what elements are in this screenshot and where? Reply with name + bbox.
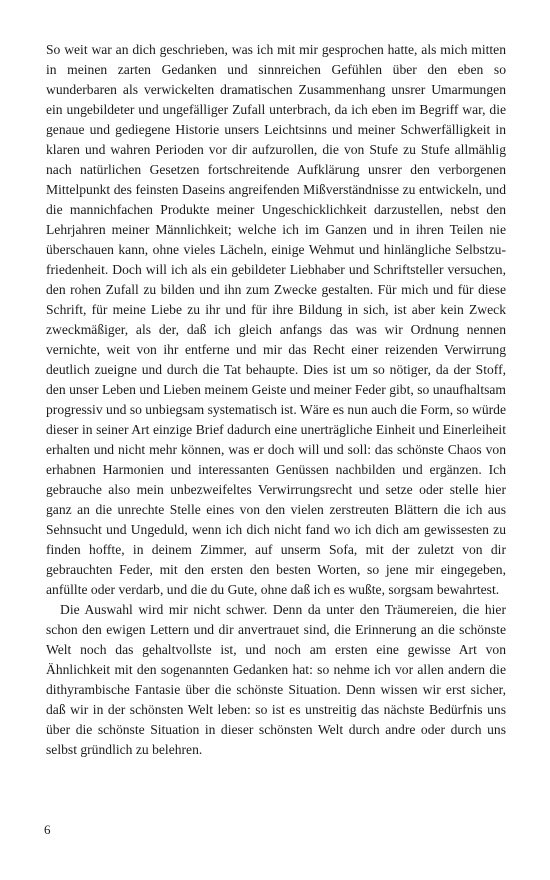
body-text: [46, 40, 506, 760]
page-number: 6: [44, 822, 51, 837]
paragraph-2: Die Auswahl wird mir nicht schwer. Denn da unter den Träumereien, die hier schon den ewigen Lettern und dir anvertrauet sind, die Erinnerung an die schönste Welt noch das gehaltvollste ist, und noch am ersten eine gewisse Art von Ähnlichkeit mit den sogenannten Gedanken hat: so nehme ich vor allen andern die dithyrambische Fantasie über die schönste Situation. Denn wissen wir erst sicher, daß wir in der schönsten Welt leben: so ist es unstreitig das nächste Bedürfnis uns über die schönste Situation in dieser schönsten Welt durch andre oder durch uns selbst gründlich zu belehren.: [46, 602, 506, 757]
paragraph-1: So weit war an dich geschrieben, was ich mit mir gesprochen hatte, als mich mitten in meinen zarten Gedanken und sinnreichen Gefühlen über den eben so wunderbaren als verwickelten dramatischen Zusammenhang unsrer Umarmungen ein ungebildeter und ungefälliger Zufall unterbrach, da ich eben im Begriff war, die genaue und gediegene Historie unsers Leichtsinns und meiner Schwerfälligkeit in klaren und wahren Perioden vor dir aufzurollen, die von Stufe zu Stufe allmählig nach natürlichen Gesetzen fortschreitende Aufklärung unsrer den verborgenen Mittelpunkt des feinsten Daseins angreifenden Mißverständnisse zu entwickeln, und die mannichfachen Produkte meiner Ungeschicklichkeit darzustellen, nebst den Lehrjahren meiner Männlichkeit; welche ich im Ganzen und in ihren Teilen nie überschauen kann, ohne vieles Lächeln, einige Wehmut und hinlängliche Selbstzufriedenheit. Doch will ich als ein gebildeter Liebhaber und Schriftsteller versuchen, den rohen Zufall zu bilden und ihn zum Zwecke gestalten. Für mich und für diese Schrift, für meine Liebe zu ihr und für ihre Bildung in sich, ist aber kein Zweck zweckmäßiger, als der, daß ich gleich anfangs das was wir Ordnung nennen vernichte, weit von ihr entferne und mir das Recht einer reizenden Verwirrung deutlich zueigne und durch die Tat behaupte. Dies ist um so nötiger, da der Stoff, den unser Leben und Lieben meinem Geiste und meiner Feder gibt, so unaufhaltsam progressiv und so unbiegsam systematisch ist. Wäre es nun auch die Form, so würde dieser in seiner Art einzige Brief dadurch eine unerträgliche Einheit und Einerleiheit erhalten und nicht mehr können, was er doch will und soll: das schönste Chaos von erhabnen Harmonien und interessanten Genüssen nachbilden und ergänzen. Ich gebrauche also mein unbezweifeltes Verwirrungsrecht und setze oder stelle hier ganz an die unrechte Stelle eines von den vielen zerstreuten Blättern die ich aus Sehnsucht und Ungeduld, wenn ich dich nicht fand wo ich dich am gewissesten zu finden hoffte, in deinem Zimmer, auf unserm Sofa, mit der zuletzt von dir gebrauchten Feder, mit den ersten den besten Worten, so jene mir eingegeben, anfüllte oder verdarb, und die du Gute, ohne daß ich es wußte, sorgsam bewahrtest.: [46, 42, 506, 597]
